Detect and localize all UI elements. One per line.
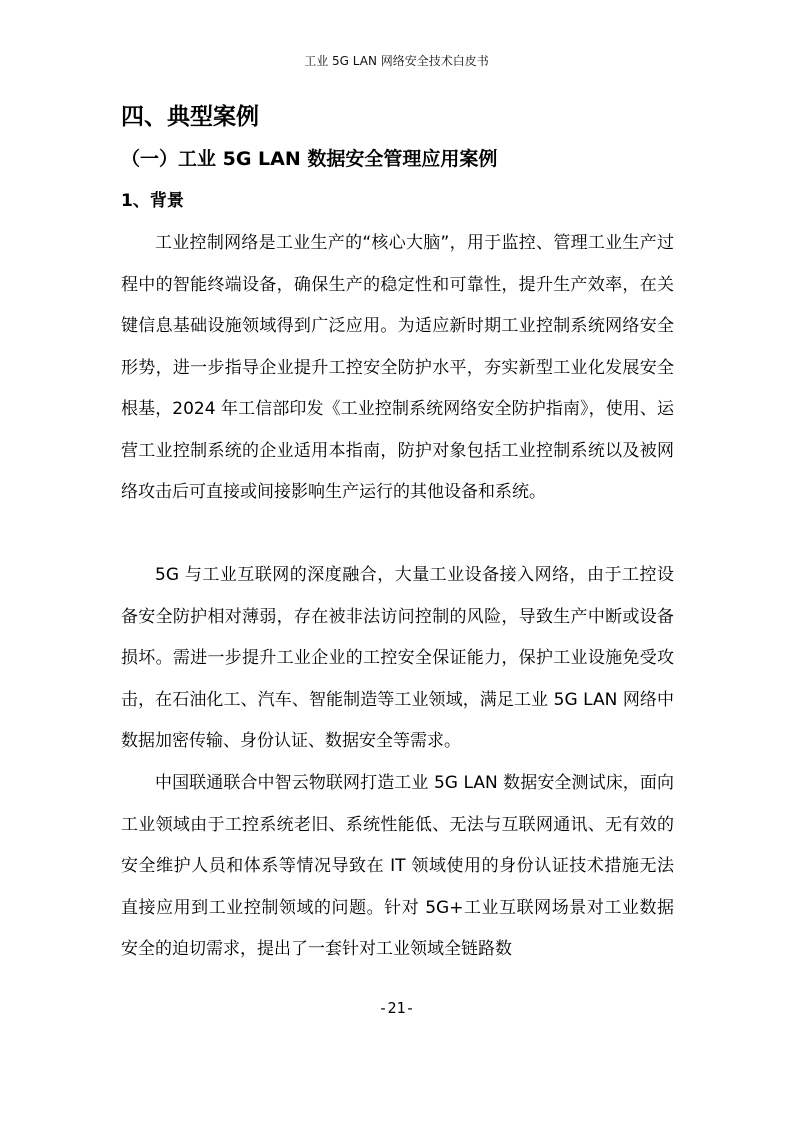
running-header: 工业 5G LAN 网络安全技术白皮书	[304, 54, 489, 68]
body-paragraph: 中国联通联合中智云物联网打造工业 5G LAN 数据安全测试床，面向工业领域由于工控系统老旧、系统性能低、无法与互联网通讯、无有效的安全维护人员和体系等情况导致在 IT 领域使用的身份认证技术措施无法直接应用到工业控制领域的问题。针对 5G+工业互联网场景对工业数据安全的迫切需求，提出了一套针对工业领域全链路数	[121, 773, 674, 959]
body-paragraph: 5G 与工业互联网的深度融合，大量工业设备接入网络，由于工控设备安全防护相对薄弱，存在被非法访问控制的风险，导致生产中断或设备损坏。需进一步提升工业企业的工控安全保证能力，保护工业设施免受攻击，在石油化工、汽车、智能制造等工业领域，满足工业 5G LAN 网络中数据加密传输、身份认证、数据安全等需求。	[121, 565, 674, 751]
chapter-title: 四、典型案例	[121, 104, 259, 130]
subsection-title: 1、背景	[121, 191, 184, 211]
page-number: -21-	[378, 999, 415, 1017]
body-paragraph: 工业控制网络是工业生产的“核心大脑”，用于监控、管理工业生产过程中的智能终端设备，确保生产的稳定性和可靠性，提升生产效率，在关键信息基础设施领域得到广泛应用。为适应新时期工业控制系统网络安全形势，进一步指导企业提升工控安全防护水平，夯实新型工业化发展安全根基，2024 年工信部印发《工业控制系统网络安全防护指南》，使用、运营工业控制系统的企业适用本指南，防护对象包括工业控制系统以及被网络攻击后可直接或间接影响生产运行的其他设备和系统。	[121, 233, 674, 502]
section-title: （一）工业 5G LAN 数据安全管理应用案例	[121, 148, 498, 170]
